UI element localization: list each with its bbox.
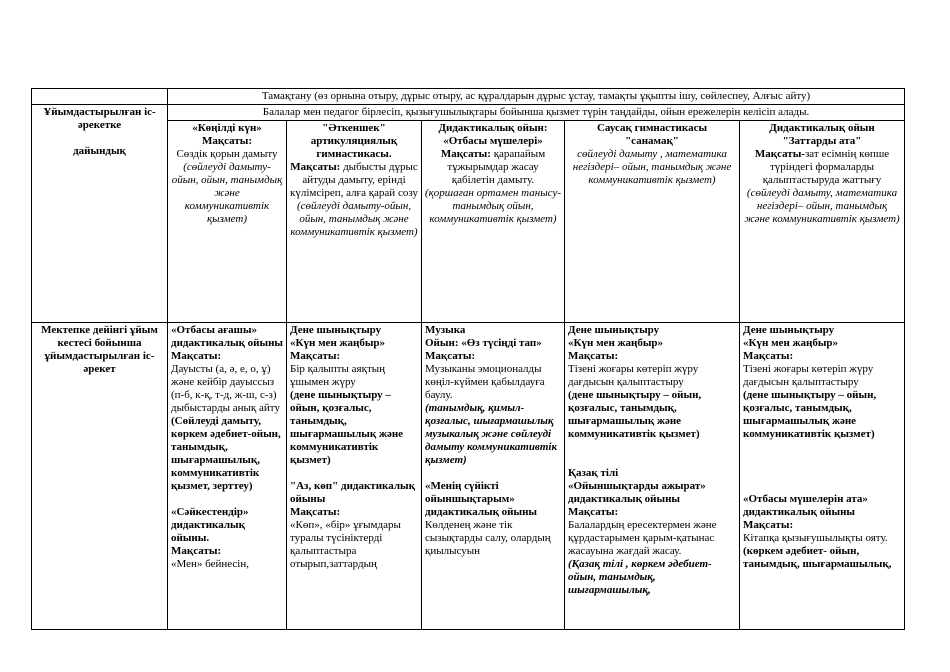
main-5-title-2b: «Отбасы мүшелерін ата» дидактикалық ойыны: [743, 493, 868, 518]
prep-1-note: (сөйлеуді дамыту-ойын, ойын, танымдық және коммуникативтік қызмет): [171, 161, 283, 225]
prep-label-2: дайындық: [73, 145, 126, 157]
main-5-goal-2: Кітапқа қызығушылықты ояту.: [743, 532, 888, 544]
prep-4-title-1: Саусақ гимнастикасы: [596, 122, 708, 134]
main-2-goal: Бір қалыпты аяқтың ұшымен жүру: [290, 363, 386, 388]
prep-2-goal: дыбысты дұрыс айтуды дамыту, ерінді күлімсіреп, алға қарай созу: [290, 161, 418, 199]
main-1-title-2: «Сәйкестендір» дидактикалық ойыны.: [171, 506, 249, 544]
prep-5-goal-label: Мақсаты-: [754, 148, 805, 160]
main-col-4: [565, 323, 740, 630]
prep-3-goal: қарапайым тұжырымдар жасау қабілетін дамыту.: [447, 148, 546, 186]
main-5-title-2: «Күн мен жаңбыр»: [743, 337, 839, 349]
main-5-goal: Тізені жоғары көтеріп жүру дағдысын қалыптастыру: [743, 363, 874, 388]
prep-col-4: [565, 121, 740, 323]
main-4-title-2: «Күн мен жаңбыр»: [568, 337, 664, 349]
schedule-table: [31, 88, 905, 630]
prep-label-1: Ұйымдастырылған іс-әрекетке: [43, 106, 156, 131]
main-4-goal-2: Балалардың ересектермен және құрдастарымен қарым-қатынас жасауына жағдай жасау.: [568, 519, 717, 557]
main-2-goal-2: «Көп», «бір» ұғымдары туралы түсініктерді қалыптастыра отырып,заттардың: [290, 519, 401, 570]
main-col-3: [422, 323, 565, 630]
main-3-goal-label: Мақсаты:: [425, 350, 476, 362]
main-1-goal: Дауысты (а, ә, е, о, ұ) және кейбір дауыссыз (п-б, к-қ, т-д, ж-ш, с-з) дыбыстарды анық айту: [171, 363, 280, 414]
main-3-goal-2: Көлденең және тік сызықтарды салу, олардың қиылысуын: [425, 519, 551, 557]
prep-5-title-1: Дидактикалық ойын: [769, 122, 875, 134]
main-5-note: (дене шынықтыру – ойын, қозғалыс, танымдық, шығармашылық және коммуникативтік қызмет): [743, 389, 877, 440]
main-1-goal-label: Мақсаты:: [171, 350, 222, 362]
prep-col-5: [740, 121, 905, 323]
main-label: Мектепке дейінгі ұйым кестесі бойынша ұйымдастырылған іс-әрекет: [41, 324, 158, 375]
main-1-title: «Отбасы ағашы» дидактикалық ойыны: [171, 324, 283, 349]
prep-label-cell: [32, 105, 168, 323]
main-5-note-2: (көркем әдебиет- ойын, танымдық, шығармашылық,: [743, 545, 892, 570]
main-5-title-1: Дене шынықтыру: [743, 324, 835, 336]
prep-3-title-1: Дидактикалық ойын:: [438, 122, 548, 134]
main-3-note: (танымдық, қимыл-қозғалыс, шығармашылық музыкалық және сөйлеуді дамыту коммуникативтік қызмет): [425, 402, 558, 466]
main-1-goal-2: «Мен» бейнесін,: [171, 558, 249, 570]
main-4-title-1: Дене шынықтыру: [568, 324, 660, 336]
main-col-1: [168, 323, 287, 630]
main-4-goal: Тізені жоғары көтеріп жүру дағдысын қалыптастыру: [568, 363, 699, 388]
prep-1-goal: Сөздік қорын дамыту: [176, 148, 278, 160]
main-3-title-2: Ойын: «Өз түсіңді тап»: [425, 337, 542, 349]
main-1-goal-2-label: Мақсаты:: [171, 545, 222, 557]
eating-row: [32, 89, 905, 105]
prep-3-goal-label: Мақсаты:: [440, 148, 491, 160]
main-3-goal: Музыканы эмоционалды көңіл-күймен қабылдауға баулу.: [425, 363, 545, 401]
main-4-title-2-1: Қазақ тілі: [568, 467, 619, 479]
prep-4-note: сөйлеуді дамыту , математика негіздері– ойын, танымдық және коммуникативтік қызмет): [572, 148, 732, 186]
prep-2-goal-label: Мақсаты:: [290, 161, 341, 173]
main-4-goal-2-label: Мақсаты:: [568, 506, 619, 518]
main-col-2: [287, 323, 422, 630]
main-2-title-2b: "Аз, көп" дидактикалық ойыны: [290, 480, 415, 505]
main-2-goal-2-label: Мақсаты:: [290, 506, 341, 518]
prep-5-note: (сөйлеуді дамыту, математика негіздері– ойын, танымдық және коммуникативтік қызмет): [744, 187, 900, 225]
eating-label-cell: [32, 89, 168, 105]
main-5-goal-2-label: Мақсаты:: [743, 519, 794, 531]
prep-2-note: (сөйлеуді дамыту-ойын, ойын, танымдық және коммуникативтік қызмет): [290, 200, 418, 238]
main-4-note: (дене шынықтыру – ойын, қозғалыс, танымдық, шығармашылық және коммуникативтік қызмет): [568, 389, 702, 440]
main-4-goal-label: Мақсаты:: [568, 350, 619, 362]
prep-5-goal: зат есімнің көпше түріндегі формаларды қалыптастыруда жаттығу: [762, 148, 890, 186]
main-4-title-2-2: «Ойыншықтарды ажырат» дидактикалық ойыны: [568, 480, 706, 505]
main-row: [32, 323, 905, 630]
prep-2-title: "Әткеншек" артикуляциялық гимнастикасы.: [310, 122, 398, 160]
main-label-cell: [32, 323, 168, 630]
main-1-note: (Сөйлеуді дамыту, көркем әдебиет-ойын, танымдық, шығармашылық, коммуникативтік қызмет, зерттеу): [171, 415, 281, 492]
prep-5-title-2: "Заттарды ата": [782, 135, 862, 147]
prep-col-1: [168, 121, 287, 323]
main-4-note-2: (Қазақ тілі , көркем әдебиет-ойын, танымдық, шығармашылық,: [568, 558, 712, 596]
main-2-goal-label: Мақсаты:: [290, 350, 341, 362]
prep-row: [32, 105, 905, 121]
prep-col-2: [287, 121, 422, 323]
prep-1-title: «Көңілді күн»: [192, 122, 262, 134]
main-3-title-1: Музыка: [425, 324, 466, 336]
prep-summary: Балалар мен педагог бірлесіп, қызығушылықтары бойынша қызмет түрін таңдайды, ойын ережелерін келісіп алады.: [168, 105, 905, 121]
prep-4-title-2: "санамақ": [625, 135, 679, 147]
main-2-title-1: Дене шынықтыру: [290, 324, 382, 336]
prep-3-note: (қоршаған ортамен танысу-танымдық ойын, коммуникативтік қызмет): [425, 187, 561, 225]
main-col-5: [740, 323, 905, 630]
prep-1-goal-label: Мақсаты:: [201, 135, 253, 147]
main-2-note: (дене шынықтыру – ойын, қозғалыс, танымдық, шығармашылық және коммуникативтік қызмет): [290, 389, 404, 466]
prep-col-3: [422, 121, 565, 323]
main-5-goal-label: Мақсаты:: [743, 350, 794, 362]
prep-3-title-2: «Отбасы мүшелері»: [443, 135, 543, 147]
eating-text: Тамақтану (өз орнына отыру, дұрыс отыру, ас құралдарын дұрыс ұстау, тамақты ұқыпты ішу, сөйлеспеу, Алғыс айту): [168, 89, 905, 105]
main-2-title-2: «Күн мен жаңбыр»: [290, 337, 386, 349]
main-3-title-2b: «Менің сүйікті ойыншықтарым» дидактикалық ойыны: [425, 480, 538, 518]
